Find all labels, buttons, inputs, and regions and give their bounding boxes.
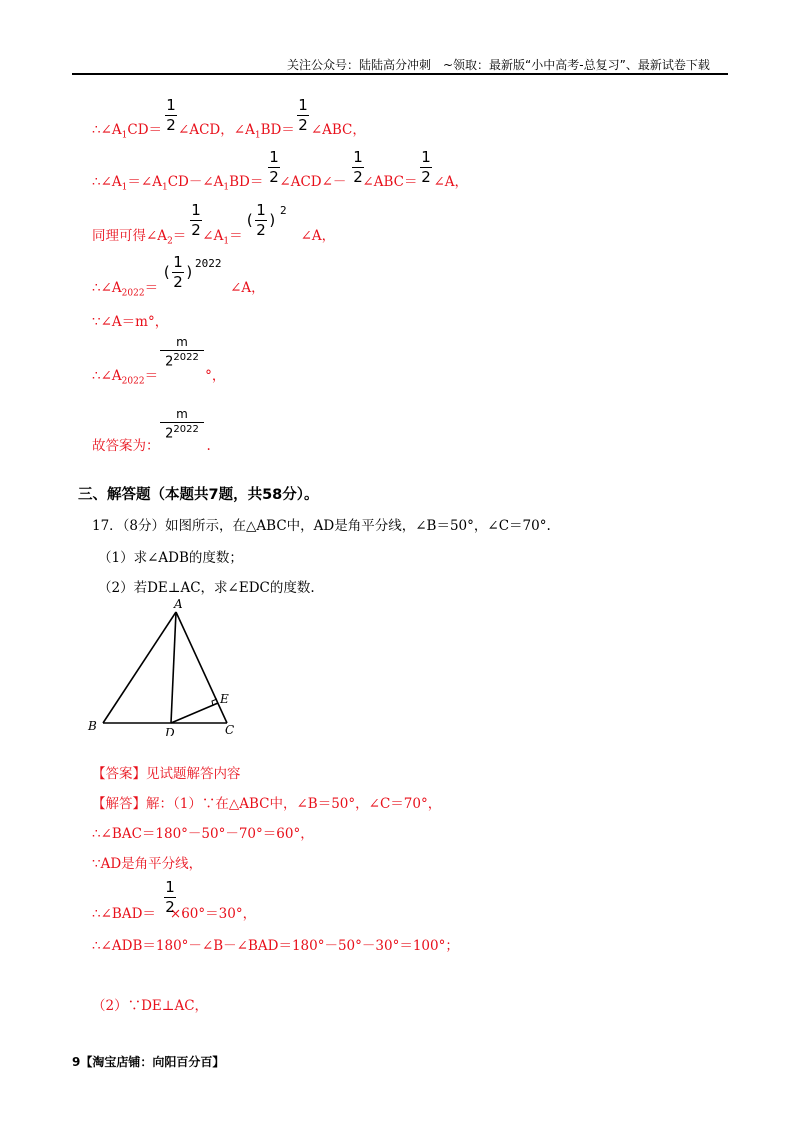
label-a: A bbox=[174, 597, 183, 611]
fraction-half: 1 2 bbox=[256, 201, 266, 239]
analysis-line-2: ∴∠BAC＝180°－50°－70°＝60°， bbox=[92, 826, 314, 842]
analysis-line-1: 【解答】解：（1）∵在△ABC中，∠B＝50°，∠C＝70°， bbox=[92, 796, 442, 812]
page-number: 9 bbox=[72, 1055, 81, 1069]
fraction-half: 1 2 bbox=[269, 148, 279, 186]
analysis-line-4: ∴∠BAD＝ ×60°＝30°， bbox=[92, 906, 257, 922]
label-d: D bbox=[165, 726, 175, 736]
page-footer bbox=[72, 1053, 224, 1070]
fraction-half: 1 2 bbox=[166, 96, 176, 134]
analysis-line-3: ∵AD是角平分线， bbox=[92, 856, 203, 872]
paren-close: ) bbox=[185, 263, 195, 281]
solution-line-5: ∵∠A＝m°， bbox=[92, 314, 169, 330]
fraction-half: 1 2 bbox=[191, 201, 201, 239]
solution-line-7: 故答案为： . bbox=[92, 438, 211, 454]
question-stem: 17．（8分）如图所示，在△ABC中，AD是角平分线，∠B＝50°，∠C＝70°. bbox=[92, 518, 551, 534]
header-divider bbox=[72, 73, 728, 75]
fraction-half: 1 2 bbox=[421, 148, 431, 186]
header-banner: 关注公众号：陆陆高分冲刺 ~领取：最新版“小中高考-总复习”、最新试卷下载 bbox=[287, 58, 710, 72]
solution-line-4: $\therefore\angle A_{2022}=$ ∠A， bbox=[92, 280, 265, 299]
fraction-half: 1 2 bbox=[173, 253, 183, 291]
side-ac bbox=[176, 612, 227, 723]
paren-open: ( bbox=[162, 263, 172, 281]
side-ab bbox=[103, 612, 176, 723]
solution-line-3: 同理可得$\angle A_2=$ $\angle A_1=$ ∠A， bbox=[92, 228, 336, 247]
label-b: B bbox=[88, 719, 97, 733]
solution-line-6: $\therefore\angle A_{2022}=$ °， bbox=[92, 368, 226, 387]
fraction-m-over-power: m $2^{2022}$ bbox=[160, 408, 204, 440]
label-e: E bbox=[220, 692, 229, 706]
fraction-half: 1 2 bbox=[165, 878, 175, 916]
analysis-line-6: （2）∵DE⊥AC， bbox=[92, 998, 209, 1014]
shop-name: 【淘宝店铺：向阳百分百】 bbox=[80, 1055, 225, 1069]
answer-tag: 【答案】见试题解答内容 bbox=[92, 766, 241, 782]
paren-close: ) bbox=[268, 211, 278, 229]
perpendicular-de bbox=[171, 703, 218, 723]
label-c: C bbox=[225, 723, 235, 736]
solution-line-1: $\therefore\angle A_1CD=$ ∠ACD，$\angle A_1BD=$ ∠ABC， bbox=[92, 122, 366, 141]
fraction-half: 1 2 bbox=[353, 148, 363, 186]
question-part-2: （2）若DE⊥AC，求∠EDC的度数. bbox=[98, 580, 315, 596]
section-title: 三、解答题（本题共7题，共58分）。 bbox=[78, 487, 319, 503]
exponent: 2022 bbox=[195, 257, 222, 270]
solution-line-2: $\therefore\angle A_1=\angle A_1CD-\angle A_1BD=$ ∠ACD∠－ ∠ABC＝ ∠A， bbox=[92, 174, 469, 193]
analysis-line-5: ∴∠ADB＝180°－∠B－∠BAD＝180°－50°－30°＝100°； bbox=[92, 938, 459, 954]
exponent: 2 bbox=[280, 204, 287, 217]
triangle-figure bbox=[85, 596, 245, 736]
question-part-1: （1）求∠ADB的度数； bbox=[98, 550, 243, 566]
fraction-m-over-power: m $2^{2022}$ bbox=[160, 336, 204, 368]
bisector-ad bbox=[171, 612, 176, 723]
paren-open: ( bbox=[245, 211, 255, 229]
fraction-half: 1 2 bbox=[298, 96, 308, 134]
